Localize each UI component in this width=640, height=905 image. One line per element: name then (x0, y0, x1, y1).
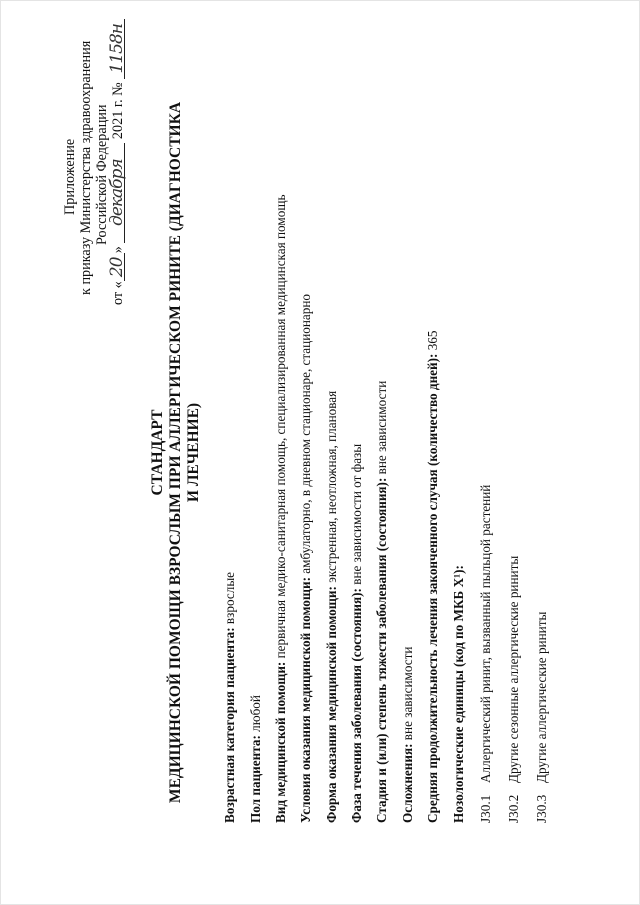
field-value: вне зависимости (400, 646, 415, 744)
field-label: Условия оказания медицинской помощи: (298, 577, 313, 823)
field-label: Фаза течения заболевания (состояния): (349, 588, 364, 823)
field-value: экстренная, неотложная, плановая (324, 390, 339, 587)
field-value: взрослые (222, 571, 237, 628)
field-label: Вид медицинской помощи: (273, 661, 288, 823)
appendix-order-line: к приказу Министерства здравоохранения (78, 40, 94, 295)
field-value: амбулаторно, в дневном стационаре, стационарно (298, 293, 313, 577)
field-complications (400, 647, 416, 823)
field-label: Стадия и (или) степень тяжести заболевания (состояния): (374, 477, 389, 823)
field-value: любой (248, 695, 263, 736)
nosology-item (534, 612, 550, 823)
field-disease-stage (374, 381, 390, 823)
field-treatment-duration (425, 331, 441, 823)
document-subtitle-1: МЕДИЦИНСКОЙ ПОМОЩИ ВЗРОСЛЫМ ПРИ АЛЛЕРГИЧЕСКОМ РИНИТЕ (ДИАГНОСТИКА (167, 101, 184, 804)
field-label: Нозологические единицы (код по МКБ X (451, 577, 466, 823)
nosology-item (506, 556, 522, 823)
date-year: 2021 г. № (110, 82, 126, 140)
icd-name: Другие сезонные аллергические риниты (506, 555, 521, 783)
field-nosology-heading (451, 565, 467, 823)
field-disease-phase (349, 444, 365, 823)
field-sex (248, 695, 264, 823)
icd-name: Аллергический ринит, вызванный пыльцой растений (478, 484, 493, 783)
order-number-handwritten: 1158н (110, 19, 125, 79)
date-month-handwritten: декабря (110, 143, 125, 243)
icd-code: J30.3 (534, 794, 549, 823)
appendix-label: Приложение (62, 138, 78, 215)
field-label: Средняя продолжительность лечения законченного случая (количество дней): (425, 353, 440, 823)
field-footnote: ¹): (451, 565, 466, 578)
appendix-date-line (107, 19, 127, 305)
field-value: вне зависимости от фазы (349, 443, 364, 589)
icd-code: J30.2 (506, 794, 521, 823)
field-value: 365 (425, 330, 440, 354)
field-age-category (222, 572, 238, 823)
icd-name: Другие аллергические риниты (534, 611, 549, 783)
document-subtitle-2: И ЛЕЧЕНИЕ) (185, 402, 202, 503)
field-label: Осложнения: (400, 743, 415, 823)
icd-code: J30.1 (478, 794, 493, 823)
field-value: вне зависимости (374, 380, 389, 478)
date-mid: » (110, 246, 126, 254)
field-label: Возрастная категория пациента: (222, 627, 237, 823)
field-care-conditions (298, 294, 314, 823)
date-day-handwritten: 20 (110, 253, 125, 281)
field-care-type (273, 195, 289, 824)
date-prefix: от « (110, 281, 126, 305)
appendix-federation-line: Российской Федерации (94, 104, 110, 245)
document-title: СТАНДАРТ (149, 409, 166, 496)
field-label: Пол пациента: (248, 735, 263, 823)
nosology-item (478, 485, 494, 823)
field-value: первичная медико-санитарная помощь, специализированная медицинская помощь (273, 194, 288, 662)
field-care-form (324, 391, 340, 823)
field-label: Форма оказания медицинской помощи: (324, 586, 339, 823)
